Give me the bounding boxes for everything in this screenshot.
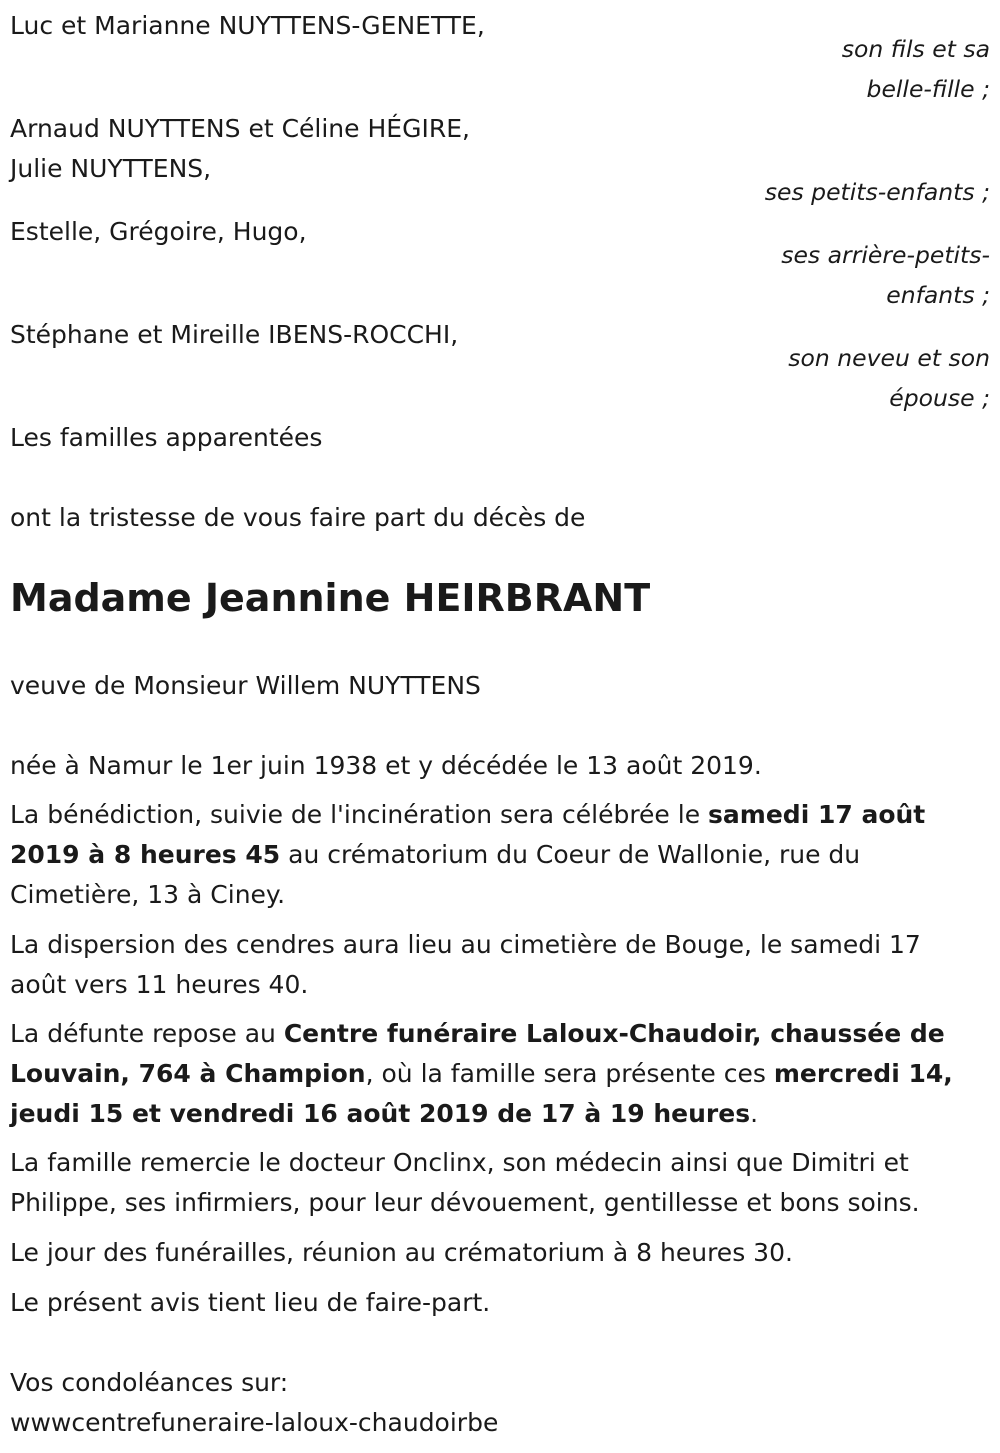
ceremony-datetime: samedi 17 août 2019 à 8 heures 45 [10,800,926,869]
repose-intro: La défunte repose au [10,1019,284,1048]
ceremony-intro: La bénédiction, suivie de l'incinération sera célébrée le [10,800,709,829]
son-role-line-1: son fils et sa [841,35,990,63]
deceased-name: Madame Jeannine HEIRBRANT [10,576,651,620]
repose-end: . [750,1099,759,1128]
great-grandchildren: Estelle, Grégoire, Hugo, [10,217,307,246]
grandchild-2: Julie NUYTTENS, [10,154,212,183]
grandchild-1: Arnaud NUYTTENS et Céline HÉGIRE, [10,114,470,143]
meeting-text: Le jour des funérailles, réunion au crématorium à 8 heures 30. [10,1238,793,1267]
thanks-paragraph: La famille remercie le docteur Onclinx, son médecin ainsi que Dimitri et Philippe, ses infirmiers, pour leur dévouement, gentillesse et bons soins. [10,1148,920,1217]
repose-schedule: mercredi 14, jeudi 15 et vendredi 16 août 2019 de 17 à 19 heures [10,1059,953,1128]
related-families: Les familles apparentées [10,423,323,452]
nephew-role-line-1: son neveu et son [788,344,990,372]
repose-middle: , où la famille sera présente ces [365,1059,774,1088]
condolences-url[interactable]: wwwcentrefuneraire-laloux-chaudoirbe [10,1408,499,1437]
notice-text: Le présent avis tient lieu de faire-part. [10,1288,491,1317]
son-names: Luc et Marianne NUYTTENS-GENETTE, [10,11,485,40]
son-role-line-2: belle-fille ; [866,75,990,103]
repose-location: Centre funéraire Laloux-Chaudoir, chaussée de Louvain, 764 à Champion [10,1019,945,1088]
grandchildren-role: ses petits-enfants ; [764,178,990,206]
ceremony-paragraph [10,795,980,915]
birth-death: née à Namur le 1er juin 1938 et y décédée le 13 août 2019. [10,751,762,780]
widow-of: veuve de Monsieur Willem NUYTTENS [10,671,481,700]
nephew-role-line-2: épouse ; [889,384,990,412]
dispersion-paragraph: La dispersion des cendres aura lieu au cimetière de Bouge, le samedi 17 août vers 11 heures 40. [10,930,921,999]
repose-paragraph [10,1014,980,1134]
nephew-names: Stéphane et Mireille IBENS-ROCCHI, [10,320,459,349]
great-grandchildren-role-line-1: ses arrière-petits- [781,241,990,269]
announcement-text: ont la tristesse de vous faire part du décès de [10,503,586,532]
condolences-label: Vos condoléances sur: [10,1368,289,1397]
great-grandchildren-role-line-2: enfants ; [886,281,990,309]
ceremony-place: au crématorium du Coeur de Wallonie, rue du Cimetière, 13 à Ciney. [10,840,861,909]
